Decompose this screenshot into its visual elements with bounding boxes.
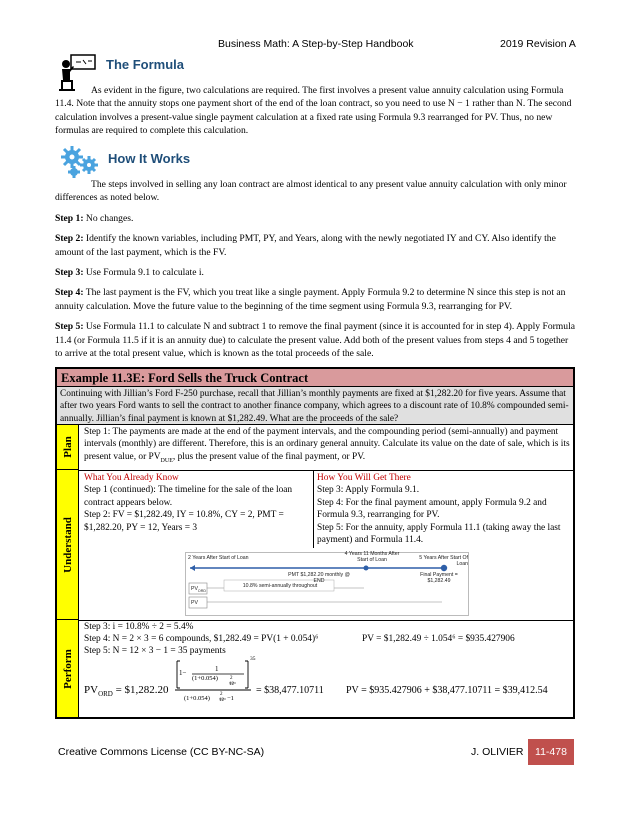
perform-side-label: Perform (57, 620, 79, 717)
frac-den-exp-den: 12 (219, 698, 224, 703)
how-step-4: Step 4: The last payment is the FV, which you treat like a single payment. Apply Formula 9.2 to determine N since this step is not an annuity calculation. Move the future value to the beginning of the time segment using Formula 9.3, rearranging for PV. (55, 287, 566, 312)
perform-line-2-right: PV = $1,282.49 ÷ 1.054⁶ = $935.427906 (362, 634, 515, 644)
pvord-lhs: $PV_{ORD}$ = $1,282.20 (84, 684, 169, 699)
how-step-1: Step 1: No changes. (55, 212, 134, 224)
get-there-column (317, 472, 569, 546)
example-description: Continuing with Jillian’s Ford F-250 purchase, recall that Jillian’s monthly payments are fixed at $1,282.20 for five years. Assume that after two years Ford wants to sell the contract to another finance company, which agrees to a discount rate of 10.8% compounded semi-annually. Jillian’s final payment is known at $1,282.49. What are the proceeds of the sale? (57, 387, 573, 425)
frac-exp-num: 2 (230, 676, 233, 681)
how-step-2: Step 2: Identify the known variables, including PMT, PY, and Years, along with the newly negotiated IY and CY. Also identify the amount of the last payment, which is the FV. (55, 233, 556, 258)
pvord-fraction (174, 656, 256, 713)
how-section-body (55, 178, 575, 360)
how-section-title: How It Works (108, 151, 191, 166)
timeline-pv-ord: $PV_{ORD}$ (191, 586, 206, 594)
frac-power: 35 (250, 656, 256, 662)
formula-paragraph: As evident in the figure, two calculations are required. The first involves a present value annuity calculation using Formula 11.4. Note that the annuity stops one payment short of the end of the loan contract, so you need to use N − 1 rather than N. The second calculation involves a present-value single payment calculation at a fixed rate using Formula 9.3 rearranged for PV. Thus, no new formulas are required to complete this calculation. (55, 85, 572, 137)
how-step-3: Step 3: Use Formula 9.1 to calculate i. (55, 267, 204, 279)
understand-side-label: Understand (57, 470, 79, 620)
get-there-line-2: Step 4: For the final payment amount, apply Formula 9.2 and Formula 9.3, rearranging for PV. (317, 497, 547, 521)
timeline-label-start: 2 Years After Start of Loan (188, 555, 249, 561)
get-there-line-1: Step 3: Apply Formula 9.1. (317, 485, 420, 496)
plan-side-label: Plan (57, 425, 79, 470)
gears-icon (58, 143, 102, 179)
formula-section-text (55, 84, 575, 138)
already-know-line-2: Step 2: FV = $1,282.49, IY = 10.8%, CY = 2, PMT = $1,282.20, PY = 12, Years = 3 (84, 510, 284, 533)
perform-line-3: Step 5: N = 12 × 3 − 1 = 35 payments (84, 646, 226, 656)
footer-author: J. OLIVIER (471, 746, 524, 758)
frac-minus-one: −1 (227, 695, 234, 702)
frac-exp-den: 12 (229, 682, 234, 687)
pvord-result: = $38,477.10711 (256, 685, 324, 696)
formula-section-title: The Formula (106, 57, 185, 72)
perform-line-2-left: Step 4: N = 2 × 3 = 6 compounds, $1,282.49 = PV(1 + 0.054)⁶ (84, 634, 319, 644)
already-know-column (84, 472, 310, 534)
timeline-pv: PV (191, 600, 198, 606)
already-know-line-1: Step 1 (continued): The timeline for the sale of the loan contract appears below. (84, 485, 293, 508)
perform-line-1: Step 3: i = 10.8% ÷ 2 = 5.4% (84, 622, 194, 632)
footer-license: Creative Commons License (CC BY-NC-SA) (58, 746, 265, 758)
running-header-revision: 2019 Revision A (500, 38, 576, 50)
frac-den-exp-num: 2 (220, 692, 223, 697)
get-there-line-3: Step 5: For the annuity, apply Formula 11.1 (taking away the last payment) and Formula 11.4. (317, 522, 561, 546)
how-step-5: Step 5: Use Formula 11.1 to calculate N and subtract 1 to remove the final payment (since it is accounted for in step 4). Apply Formula 11.4 (or Formula 11.5 if it is an annuity due) to calculate the present value. Add both of the present values from steps 4 and 5 together to arrive at the total present value, which is known as the total proceeds of the sale. (55, 321, 575, 360)
running-header-title: Business Math: A Step-by-Step Handbook (218, 38, 414, 50)
frac-one-minus: 1− (179, 669, 187, 677)
timeline-label-mid: 4 Years 11 Months After Start of Loan (344, 551, 400, 563)
timeline-final-label: Final Payment = $1,282.49 (420, 572, 458, 584)
frac-one: 1 (215, 665, 219, 673)
frac-base: (1+0.054) (192, 675, 218, 682)
frac-den-base: (1+0.054) (184, 695, 210, 702)
example-box (55, 367, 575, 719)
get-there-heading: How You Will Get There (317, 473, 411, 483)
timeline-rate-label: 10.8% semi-annually throughout (242, 583, 318, 589)
how-intro: The steps involved in selling any loan contract are almost identical to any present value annuity calculation with only minor differences as noted below. (55, 179, 567, 204)
page-number-badge: 11-478 (528, 739, 574, 765)
example-title: Example 11.3E: Ford Sells the Truck Contract (57, 369, 573, 387)
pv-total: PV = $935.427906 + $38,477.10711 = $39,412.54 (346, 685, 548, 696)
already-know-heading: What You Already Know (84, 473, 179, 483)
plan-text: Step 1: The payments are made at the end of the payment intervals, and the compounding period (semi-annually) and payment intervals (monthly) are different. Therefore, this is an ordinary general annuity. Calculate its value on the date of sale, which is its present value, or $PV_{DUE}$, plus the present value of the final payment, or PV. (84, 427, 570, 464)
timeline-figure (185, 552, 469, 616)
timeline-pmt-label: PMT $1,282.20 monthly @ END (288, 572, 350, 584)
timeline-label-end: 5 Years After Start Of Loan (419, 555, 468, 567)
